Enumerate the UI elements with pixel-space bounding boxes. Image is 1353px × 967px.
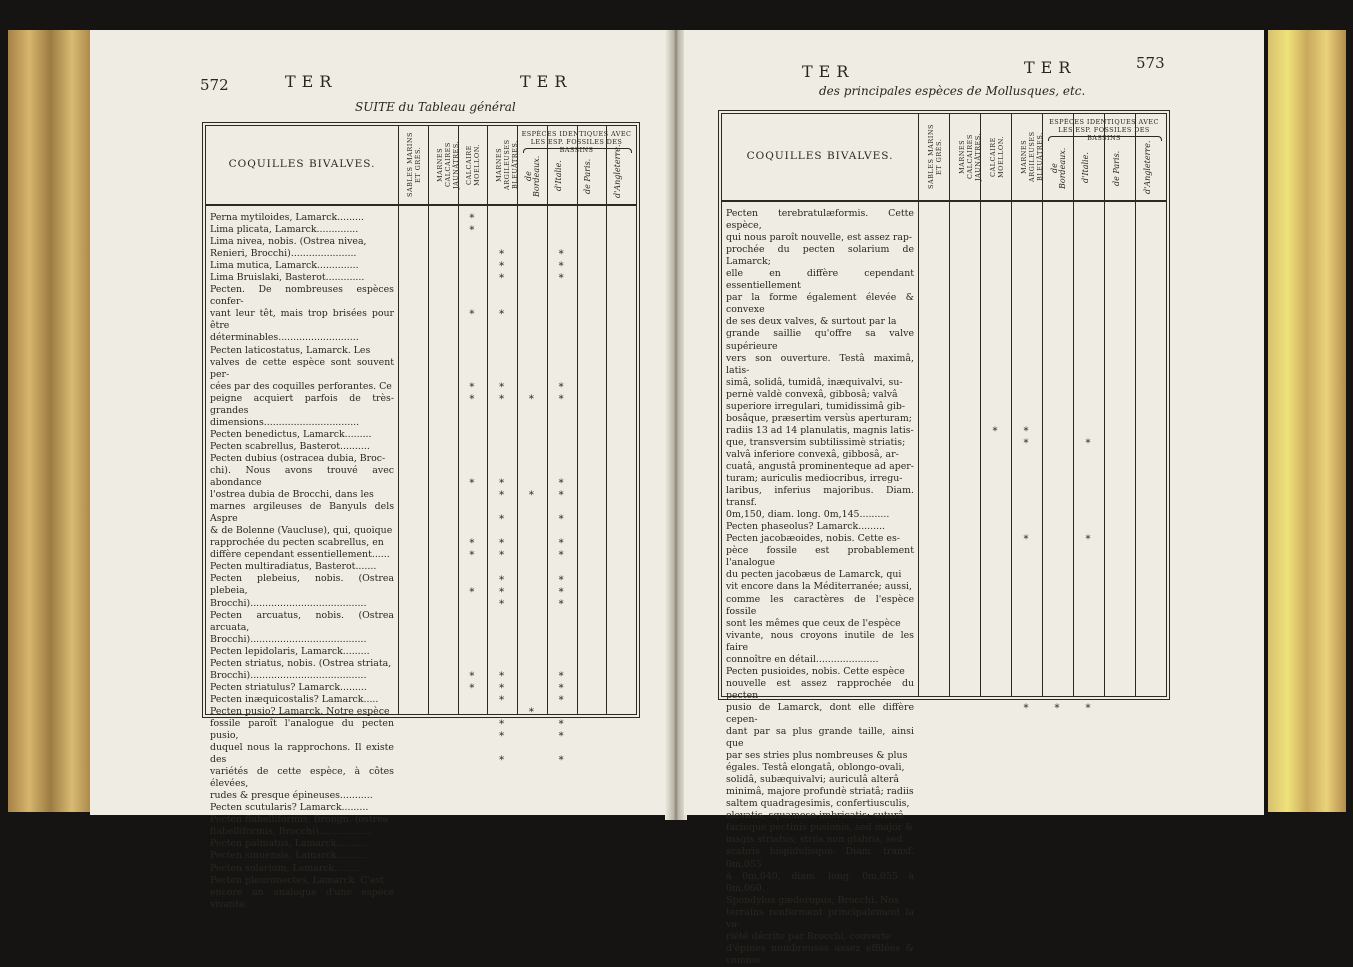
species-line: vit encore dans la Méditerranée; aussi, <box>726 581 913 593</box>
species-line: turam; auriculis mediocribus, irregu- <box>726 473 903 485</box>
occurrence-mark: * <box>1023 534 1029 546</box>
occurrence-mark: * <box>558 695 564 706</box>
species-line: nouvelle est assez rapprochée du pecten <box>726 677 914 701</box>
species-line: Pecten flabelliformis, Brongn. (ostrea <box>210 814 389 826</box>
stratum-column-label: SABLES MARINS ET GRÈS. <box>405 132 422 198</box>
species-line: pèce fossile est probablement l'analogue <box>726 545 914 569</box>
species-line: Pecten arcuatus, nobis. (Ostrea arcuata, <box>210 609 394 633</box>
occurrence-mark: * <box>1023 437 1029 449</box>
species-line: scabris hispidulisque. Diam. transf. 0m,055 <box>726 846 914 870</box>
occurrence-mark: * <box>558 514 564 526</box>
species-line: de ses deux valves, & surtout par la <box>726 316 897 328</box>
species-line: superiore irregulari, tumidissimâ gib- <box>726 400 906 412</box>
species-line: Lima Bruislaki, Basterot............. <box>210 272 365 284</box>
species-line: l'ostrea dubia de Brocchi, dans les <box>210 489 374 501</box>
species-line: elevatis, squamoso-imbricatis; suturâ <box>726 810 904 822</box>
species-line: chi). Nous avons trouvé avec abondance <box>210 464 394 489</box>
species-line: cuatâ, angustâ prominenteque ad aper- <box>726 460 914 472</box>
species-line: bosâque, præsertim versùs aperturam; <box>726 412 912 424</box>
column-rule <box>398 126 399 714</box>
page-number: 572 <box>200 76 229 94</box>
occurrence-mark: * <box>499 514 505 526</box>
occurrence-mark: * <box>558 261 564 273</box>
occurrence-mark: * <box>528 393 534 405</box>
species-line: sont les mêmes que ceux de l'espèce <box>726 617 901 629</box>
species-line: Pecten palmatus, Lamarck.......... <box>210 838 367 850</box>
group-bracket <box>1048 136 1162 141</box>
species-line: Pecten pusio? Lamarck. Notre espèce <box>210 705 390 717</box>
column-rule <box>517 126 518 714</box>
occurrence-mark: * <box>469 586 475 598</box>
species-line: connoître en détail..................... <box>726 653 879 665</box>
species-line: Pecten striatulus? Lamarck......... <box>210 681 367 693</box>
column-rule <box>1073 114 1074 696</box>
basin-column-label: d'Angleterre. <box>613 144 623 198</box>
basins-group-label: ESPÈCES IDENTIQUES AVEC LES ESP. FOSSILES DES BASSINS <box>1049 118 1159 142</box>
species-line: & de Bolenne (Vaucluse), qui, quoique <box>210 525 393 537</box>
left-page <box>90 30 676 910</box>
occurrence-mark: * <box>499 670 505 682</box>
species-line: diffère cependant essentiellement...... <box>210 549 390 561</box>
basin-column-label: de Paris. <box>583 158 593 194</box>
occurrence-mark: * <box>558 670 564 682</box>
running-head-left: TER <box>285 72 338 91</box>
species-line: Pecten jacobæoides, nobis. Cette es- <box>726 533 900 545</box>
table-title: COQUILLES BIVALVES. <box>746 150 894 162</box>
species-line: Brocchi)....................................... <box>210 669 367 681</box>
species-line: Pecten pleuronectes, Lamarck. C'est <box>210 874 385 886</box>
species-line: du pecten jacobæus de Lamarck, qui <box>726 569 902 581</box>
occurrence-mark: * <box>528 707 534 719</box>
occurrence-mark: * <box>499 574 505 586</box>
occurrence-mark: * <box>558 550 564 562</box>
species-line: Pecten terebratulæformis. Cette espèce, <box>726 208 914 232</box>
occurrence-mark: * <box>499 273 505 285</box>
right-page <box>684 30 1264 966</box>
species-table <box>202 122 640 910</box>
occurrence-mark: * <box>558 719 564 731</box>
species-line: Pecten benedictus, Lamarck......... <box>210 428 372 440</box>
species-line: Pecten solarium, Lamarck.......... <box>210 862 364 874</box>
basin-column-label: d'Italie. <box>1080 152 1090 184</box>
species-line: rapprochée du pecten scabrellus, en <box>210 537 384 549</box>
species-line: pernè valdè convexâ, gibbosâ; valvâ <box>726 388 898 400</box>
occurrence-mark: * <box>499 682 505 694</box>
species-line: Pecten dubius (ostracea dubia, Broc- <box>210 452 386 464</box>
species-line: variétés de cette espèce, à côtes élevées, <box>210 766 394 790</box>
occurrence-mark: * <box>469 381 475 393</box>
species-line: flabelliformis, Brocchi).................. <box>210 826 373 838</box>
species-line: magis striatus; striis non glabris, sed <box>726 834 903 846</box>
species-line: Renieri, Brocchi)...................... <box>210 248 357 260</box>
left-page-edges <box>8 30 93 812</box>
column-rule <box>980 114 981 696</box>
running-head-left: TER <box>802 62 855 81</box>
group-bracket <box>523 148 632 153</box>
occurrence-mark: * <box>1085 534 1091 546</box>
occurrence-mark: * <box>469 478 475 490</box>
species-line: dimensions................................ <box>210 416 360 428</box>
column-rule <box>547 126 548 714</box>
page-number: 573 <box>1136 54 1165 72</box>
species-line: elle en diffère cependant essentiellement <box>726 268 914 292</box>
occurrence-mark: * <box>499 550 505 562</box>
occurrence-mark: * <box>558 586 564 598</box>
column-rule <box>1104 114 1105 696</box>
species-line: simâ, solidâ, tumidâ, inæquivalvi, su- <box>726 376 903 388</box>
occurrence-mark: * <box>499 598 505 610</box>
species-line: valves de cette espèce sont souvent per- <box>210 356 394 380</box>
species-line: Lima nivea, nobis. (Ostrea nivea, <box>210 236 367 248</box>
species-line: que, transversim subtilissimè striatis; <box>726 436 906 448</box>
species-line: Pecten pusioides, nobis. Cette espèce <box>726 665 905 677</box>
right-page-edges <box>1268 30 1346 812</box>
occurrence-mark: * <box>499 755 505 767</box>
column-rule <box>1042 114 1043 696</box>
basin-column-label: de Bordeaux. <box>523 155 541 197</box>
species-line: d'épines nombreuses assez effilées & comme <box>726 942 914 966</box>
basin-column-label: de Paris. <box>1111 150 1121 186</box>
species-list <box>726 208 914 967</box>
basin-column-label: de Bordeaux. <box>1049 147 1067 189</box>
species-line: Brocchi)....................................... <box>210 633 367 645</box>
species-line: qui nous paroît nouvelle, est assez rap- <box>726 232 913 244</box>
species-line: Pecten. De nombreuses espèces confer- <box>210 284 394 308</box>
occurrence-mark: * <box>469 682 475 694</box>
species-list <box>210 212 394 911</box>
occurrence-mark: * <box>499 586 505 598</box>
occurrence-mark: * <box>558 393 564 405</box>
occurrence-mark: * <box>499 538 505 550</box>
basins-group-label: ESPÈCES IDENTIQUES AVEC LES ESP. FOSSILES DES BASSINS <box>521 130 632 154</box>
species-line: Pecten inæquicostalis? Lamarck..... <box>210 693 379 705</box>
running-head-right: TER <box>1024 58 1077 77</box>
species-line: Pecten phaseolus? Lamarck......... <box>726 521 886 533</box>
species-line: Brocchi)....................................... <box>210 597 367 609</box>
occurrence-mark: * <box>558 381 564 393</box>
species-line: vers son ouverture. Testâ maximâ, latis- <box>726 352 914 376</box>
occurrence-mark: * <box>469 225 475 237</box>
column-rule <box>606 126 607 714</box>
running-head-right: TER <box>520 72 573 91</box>
occurrence-mark: * <box>499 261 505 273</box>
occurrence-mark: * <box>992 425 998 437</box>
species-line: vant leur têt, mais trop brisées pour être <box>210 308 394 332</box>
column-rule <box>1011 114 1012 696</box>
occurrence-mark: * <box>528 490 534 502</box>
basin-column-label: d'Italie. <box>553 160 563 192</box>
species-line: Pecten scabrellus, Basterot.......... <box>210 440 370 452</box>
basin-column-label: d'Angleterre. <box>1142 140 1152 194</box>
occurrence-mark: * <box>558 598 564 610</box>
stratum-column-label: MARNES ARGILEUSES BLEUÂTRES. <box>1019 131 1044 183</box>
occurrence-mark: * <box>558 574 564 586</box>
species-line: pusio de Lamarck, dont elle diffère cepen- <box>726 701 914 725</box>
column-rule <box>918 114 919 696</box>
species-line: à 0m,040, diam. long. 0m,055 à 0m,060. <box>726 870 914 894</box>
species-line: valvâ inferiore convexâ, gibbosâ, ar- <box>726 448 899 460</box>
occurrence-mark: * <box>499 731 505 743</box>
occurrence-mark: * <box>499 490 505 502</box>
species-line: terrains renferment principalement la va- <box>726 906 914 930</box>
stratum-column-label: MARNES CALCAIRES JAUNÂTRES. <box>435 140 460 190</box>
species-line: cées par des coquilles perforantes. Ce <box>210 380 392 392</box>
table-header <box>206 126 636 206</box>
occurrence-mark: * <box>499 381 505 393</box>
species-line: dant par sa plus grande taille, ainsi que <box>726 726 914 750</box>
species-line: Perna mytiloides, Lamarck......... <box>210 212 364 223</box>
species-line: par ses stries plus nombreuses & plus <box>726 750 908 762</box>
column-rule <box>487 126 488 714</box>
species-line: solidâ, subæquivalvi; auriculâ alterâ <box>726 774 899 786</box>
species-line: Pecten plebeius, nobis. (Ostrea plebeia, <box>210 573 394 597</box>
column-rule <box>458 126 459 714</box>
occurrence-mark: * <box>1023 703 1029 715</box>
species-line: encore un analogue d'une espèce vivante. <box>210 886 394 910</box>
species-line: déterminables........................... <box>210 332 359 344</box>
species-line: rudes & presque épineuses........... <box>210 790 373 802</box>
species-line: égales. Testâ elongatâ, oblongo-ovali, <box>726 762 905 774</box>
occurrence-mark: * <box>1054 703 1060 715</box>
occurrence-mark: * <box>558 731 564 743</box>
page-subtitle: SUITE du Tableau général <box>355 100 516 114</box>
occurrence-mark: * <box>499 249 505 261</box>
species-line: fossile paroît l'analogue du pecten pusio, <box>210 717 394 742</box>
stratum-column-label: SABLES MARINS ET GRÈS. <box>926 124 943 190</box>
occurrence-mark: * <box>1085 437 1091 449</box>
occurrence-mark: * <box>499 719 505 731</box>
occurrence-mark: * <box>469 213 475 224</box>
occurrence-mark: * <box>469 550 475 562</box>
species-line: peigne acquiert parfois de très-grandes <box>210 392 394 416</box>
occurrence-mark: * <box>469 309 475 321</box>
species-line: vivante, nous croyons inutile de les faire <box>726 629 914 653</box>
stratum-column-label: CALCAIRE MOELLON. <box>988 135 1005 179</box>
species-line: Pecten sinuensis, Lamarck.......... <box>210 850 367 862</box>
occurrence-mark: * <box>558 490 564 502</box>
occurrence-mark: * <box>499 309 505 321</box>
species-line: saltem quadragesimis, confertiusculis, <box>726 798 910 810</box>
column-rule <box>577 126 578 714</box>
stratum-column-label: MARNES CALCAIRES JAUNÂTRES. <box>957 132 982 182</box>
occurrence-mark: * <box>1023 425 1029 437</box>
species-line: 0m,150, diam. long. 0m,145.......... <box>726 509 890 521</box>
species-line: radiis 13 ad 14 planulatis, magnis latis- <box>726 424 914 436</box>
occurrence-mark: * <box>499 695 505 706</box>
species-line: Spondylus gæderopus, Brocchi. Nos <box>726 894 899 906</box>
occurrence-mark: * <box>499 393 505 405</box>
occurrence-mark: * <box>558 755 564 767</box>
species-line: Lima mutica, Lamarck.............. <box>210 260 359 272</box>
species-line: riété décrite par Brocchi, couverte <box>726 930 892 942</box>
species-line: prochée du pecten solarium de Lamarck; <box>726 244 914 268</box>
occurrence-mark: * <box>558 538 564 550</box>
species-line: facieque pectinis pusionis, sed major & <box>726 822 914 834</box>
occurrence-mark: * <box>469 538 475 550</box>
species-line: Pecten scutularis? Lamarck......... <box>210 802 369 814</box>
occurrence-mark: * <box>469 393 475 405</box>
stratum-column-label: MARNES ARGILEUSES BLEUÂTRES. <box>495 139 520 191</box>
species-line: par la forme également élevée & convexe <box>726 292 914 316</box>
occurrence-mark: * <box>1085 703 1091 715</box>
column-rule <box>428 126 429 714</box>
species-line: duquel nous la rapprochons. Il existe des <box>210 742 394 766</box>
species-line: Pecten multiradiatus, Basterot....... <box>210 561 377 573</box>
occurrence-mark: * <box>558 273 564 285</box>
species-line: grande saillie qu'offre sa valve supérieure <box>726 328 914 352</box>
species-line: comme les caractères de l'espèce fossile <box>726 593 914 617</box>
species-line: minimâ, majore profundè striatâ; radiis <box>726 786 914 798</box>
species-line: laribus, inferius majoribus. Diam. transf. <box>726 485 914 509</box>
species-line: Pecten laticostatus, Lamarck. Les <box>210 344 371 356</box>
occurrence-mark: * <box>558 249 564 261</box>
occurrence-mark: * <box>499 478 505 490</box>
species-line: Pecten lepidolaris, Lamarck......... <box>210 645 370 657</box>
species-line: marnes argileuses de Banyuls dels Aspre <box>210 501 394 525</box>
species-line: Lima plicata, Lamarck.............. <box>210 224 359 236</box>
page-subtitle: des principales espèces de Mollusques, etc. <box>819 84 1086 98</box>
column-rule <box>949 114 950 696</box>
stratum-column-label: CALCAIRE MOELLON. <box>465 143 482 187</box>
table-title: COQUILLES BIVALVES. <box>228 158 376 170</box>
occurrence-mark: * <box>558 682 564 694</box>
column-rule <box>1135 114 1136 696</box>
species-table <box>718 110 1170 966</box>
occurrence-mark: * <box>469 670 475 682</box>
species-line: Pecten striatus, nobis. (Ostrea striata, <box>210 657 392 669</box>
occurrence-mark: * <box>558 478 564 490</box>
table-header <box>722 114 1166 202</box>
